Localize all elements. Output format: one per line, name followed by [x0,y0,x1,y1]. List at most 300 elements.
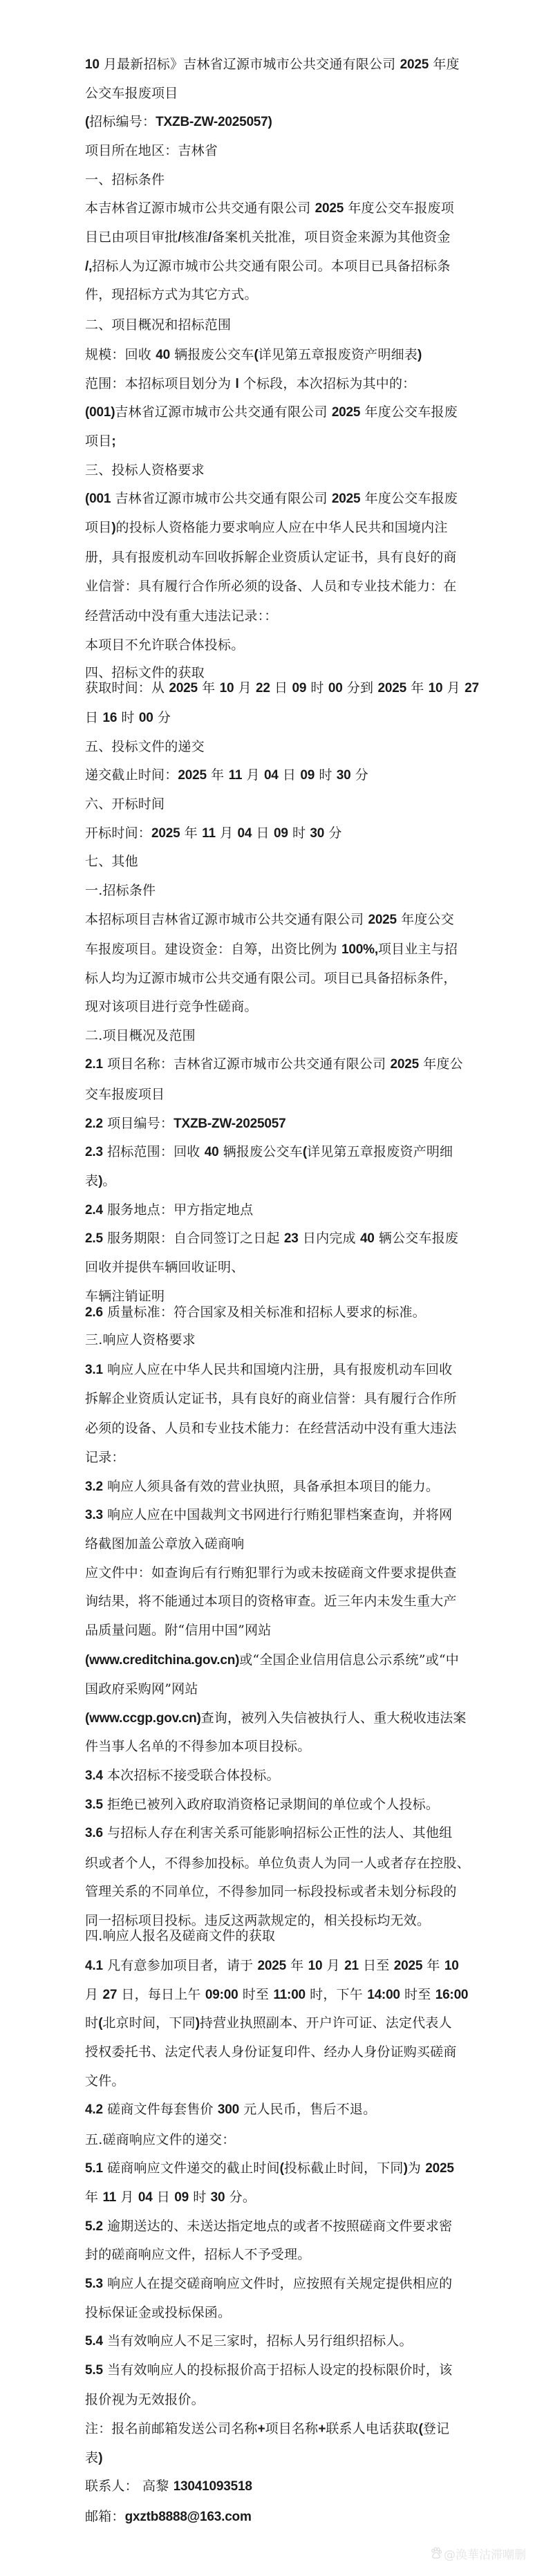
text-run: 记录： [85,1450,125,1465]
document-line [85,1329,476,1350]
latin-run: 10 [428,681,443,696]
text-run: 招标编号： [89,114,156,129]
text-run: 封的磋商响应文件，招标人不予受理。 [85,2247,311,2262]
text-run: 项目编号： [102,1116,174,1131]
text-run: 当有效响应人的投标报价高于招标人设定的投标限价时，该 [102,2362,453,2378]
document-line [85,968,476,989]
text-run: 册，具有报废机动车回收拆解企业资质认定证书，具有良好的商 [85,550,457,565]
document-line [85,1955,476,1976]
latin-run: ( [85,115,90,129]
text-run: 北京时间，下同 [102,2015,196,2031]
text-run: 辆公交车报废 [374,1231,459,1246]
document-line [85,707,476,728]
latin-run: 5.1 [85,2161,103,2176]
document-line [85,2013,476,2033]
latin-run: 14:00 [367,1988,400,2002]
latin-run: (www.ccgp.gov.cn) [85,1711,201,1726]
text-run: 查询，被列入失信被执行人、重大税收违法案 [200,1710,467,1726]
text-run: 必须的设备、人员和专业技术能力：在经营活动中没有重大违法 [85,1421,457,1436]
latin-run: 2025 [331,492,361,506]
text-run: 六、开标时间 [85,796,165,812]
text-run: 公交车报废项目 [85,86,178,101]
text-run: 二.项目概况及范围 [85,1028,196,1043]
text-run: 日 [85,710,103,725]
document-line [85,1650,476,1670]
text-run: 络截图加盖公章放入磋商响 [85,1536,245,1551]
document-line [85,2042,476,2062]
text-run: 现对该项目进行竞争性磋商。 [85,999,258,1014]
latin-run: 11 [228,768,243,783]
text-run: 项目业主与招 [377,942,458,957]
text-run: 时至 [238,1987,274,2002]
text-run: 年度 [429,57,460,72]
latin-run: ( [254,348,259,362]
document-line [85,1562,476,1583]
latin-run: (www.creditchina.gov.cn) [85,1653,240,1668]
latin-run: 11 [202,826,216,841]
latin-run: 2025 [151,826,180,841]
latin-run: 09 [292,681,307,696]
latin-run: 2025 [315,201,344,216]
latin-run: 10 [444,1959,459,1973]
text-run: 或“全国企业信用信息公示系统”或“中 [239,1652,459,1668]
text-run: 投标保证金或投标保函。 [85,2305,232,2320]
latin-run: ( [302,1145,308,1159]
text-run: 织或者个人，不得参加投标。单位负责人为同一人或者存在控股、 [85,1856,470,1871]
text-run: 三、投标人资格要求 [85,463,205,478]
text-run: 吉林省辽源市城市公共交通有限公司 [111,491,332,506]
text-run: 年度公交车报废项 [344,200,454,216]
latin-run: 5.4 [85,2334,103,2349]
document-line [85,2216,476,2237]
text-run: 联系人： 高黎 [85,2479,174,2494]
document-line [85,1822,476,1843]
latin-run: 23 [283,1231,299,1246]
latin-run: 30 [210,2190,225,2205]
text-run: 质量标准：符合国家及相关标准和招标人要求的标准。 [102,1305,426,1320]
latin-run: 04 [237,826,252,841]
document-line [85,2244,476,2265]
document-line [85,606,476,626]
text-run: 响应人须具备有效的营业执照，具备承担本项目的能力。 [102,1479,440,1494]
text-run: 报价视为无效报价。 [85,2392,205,2407]
latin-run: / [178,230,182,245]
document-line [85,576,476,597]
text-run: 磋商文件每套售价 [102,2102,218,2117]
latin-run: 04 [138,2190,153,2205]
text-run: 分。 [225,2190,256,2205]
document-line [85,2129,476,2150]
text-run: 。 [102,1173,116,1188]
text-run: 分 [350,767,368,783]
document-line [85,111,476,132]
text-run: 月 [215,825,238,841]
latin-run: 2025 [368,913,397,927]
text-run: 日 [152,2190,175,2205]
text-run: 件，现招标方式为其它方式。 [85,287,258,302]
latin-run: 3.1 [85,1363,103,1377]
latin-run: (001) [85,405,115,420]
text-run: 吉林省辽源市城市公共交通有限公司 [115,404,332,420]
text-run: 授权委托书、法定代表人身份证复印件、经办人身份证购买磋商 [85,2044,457,2060]
text-run: 服务期限：自合同签订之日起 [102,1231,284,1246]
text-run: 交车报废项目 [85,1087,165,1102]
document-line [85,2389,476,2410]
document-line [85,198,476,218]
document-line [85,1141,476,1162]
text-run: 表 [85,2450,99,2465]
text-run: 二、项目概况和招标范围 [85,317,232,333]
latin-run: 100%, [341,942,378,957]
latin-run: gxztb8888@163.com [124,2510,252,2524]
latin-run: 3.5 [85,1798,103,1812]
document-line [85,2099,476,2120]
document-line [85,1054,476,1074]
text-run: 询结果，将不能通过本项目的资格审查。近三年内未发生重大产 [85,1594,457,1609]
text-run: 车报废项目。建设资金：自筹，出资比例为 [85,942,342,957]
text-run: 注：报名前邮箱发送公司名称 [85,2421,258,2436]
document-line [85,2302,476,2323]
latin-run: 16 [102,711,118,725]
text-run: 招标范围：回收 [102,1144,205,1159]
latin-run: 2.4 [85,1203,103,1217]
text-run: 一.招标条件 [85,883,156,898]
document-line [85,1736,476,1757]
latin-run: 2025 [400,57,429,72]
latin-run: ) [417,348,422,362]
document-line [85,823,476,843]
document-line [85,1170,476,1191]
text-run: 项目所在地区：吉林省 [85,143,218,158]
latin-run: 27 [102,1988,118,2002]
text-run: 月 [234,680,256,696]
latin-run: 40 [204,1145,219,1159]
latin-run: 3.4 [85,1768,103,1783]
latin-run: 3.2 [85,1480,103,1494]
text-run: 表 [85,1173,99,1188]
text-run: 年 [285,1958,308,1973]
text-run: 目已由项目审批 [85,230,178,245]
document-line [85,488,476,509]
document-line [85,2187,476,2208]
latin-run: 4.1 [85,1959,103,1973]
latin-run: 2025 [393,1959,423,1973]
text-run: 五、投标文件的递交 [85,739,205,754]
text-run: 日 [278,767,301,783]
document-line [85,2158,476,2178]
document-line [85,2331,476,2351]
latin-run: 5.3 [85,2277,103,2291]
text-run: 本招标项目吉林省辽源市城市公共交通有限公司 [85,912,368,927]
text-run: 同一招标项目投标。违反这两款规定的，相关投标均无效。 [85,1913,431,1928]
document-line [85,880,476,901]
text-run: 时 [288,825,310,841]
document-line [85,140,476,161]
latin-run: 2025 [257,1959,286,1973]
text-run: 年 [422,1958,444,1973]
document-line [85,54,476,75]
latin-run: 30 [336,768,351,783]
text-run: 响应人在提交磋商响应文件时，应按照有关规定提供相应的 [102,2276,453,2291]
latin-run: ( [418,2422,423,2436]
document-line [85,1476,476,1497]
latin-run: 3.6 [85,1826,103,1840]
text-run: 分 [153,710,171,725]
latin-run: ) [195,2016,200,2031]
latin-run: 00 [138,711,153,725]
latin-run: 40 [359,1231,375,1246]
text-run: 年 [197,680,220,696]
latin-run: 09 [174,2190,189,2205]
latin-run: 2.3 [85,1145,103,1159]
document-line [85,83,476,104]
text-run: 响应人应在中华人民共和国境内注册，具有报废机动车回收 [102,1362,453,1377]
text-run: 件当事人名单的不得参加本项目投标。 [85,1739,311,1754]
latin-run: ( [279,2161,284,2176]
latin-run: 2025 [178,768,207,783]
document-line [85,1794,476,1815]
latin-run: l [235,377,239,391]
text-run: 项目名称 [265,2421,319,2436]
latin-run: ) [98,1174,103,1188]
latin-run: 04 [263,768,279,783]
document-line [85,1881,476,1902]
text-run: 七、其他 [85,854,138,869]
baidu-paw-icon [430,2547,442,2559]
latin-run: 2025 [169,681,198,696]
text-run: 年度公 [418,1056,463,1072]
latin-run: 2.2 [85,1117,103,1131]
text-run: 项目 [85,520,112,535]
text-run: 规模：回收 [85,347,156,362]
latin-run: 40 [156,348,170,362]
watermark-text: @涣華沽滞嘲删 [444,2548,526,2562]
document-line [85,344,476,365]
text-run: 分到 [342,680,378,696]
document-line [85,256,476,277]
text-run: 日 [270,680,292,696]
text-run: 四、招标文件的获取 [85,665,205,680]
text-run: 一、招标条件 [85,172,165,187]
text-run: 磋商响应文件递交的截止时间 [102,2160,280,2176]
latin-run: 30 [310,826,325,841]
latin-run: ) [98,2451,103,2465]
text-run: 逾期送达的、未送达指定地点的或者不按照磋商文件要求密 [102,2219,453,2234]
latin-run: 10 [85,57,100,72]
text-run: 详见第五章报废资产明细 [307,1144,453,1159]
latin-run: TXZB-ZW-2025057 [174,1117,286,1131]
text-run: 日 [252,825,274,841]
document-line [85,1302,476,1323]
document-line [85,2071,476,2091]
document-line [85,227,476,248]
document-line [85,431,476,451]
document-line [85,765,476,785]
latin-run: 00 [328,681,343,696]
latin-run: ) [403,2161,408,2176]
latin-run: 09 [300,768,315,783]
latin-run: 09:00 [205,1988,238,2002]
document-line [85,1228,476,1249]
text-run: 五.磋商响应文件的递交： [85,2132,236,2147]
latin-run: 13041093518 [173,2479,252,2494]
text-run: 递交截止时间： [85,767,178,783]
document-line [85,460,476,480]
text-run: 日，每日上午 [117,1987,205,2002]
text-run: 年 [406,680,429,696]
text-run: 文件。 [85,2073,125,2089]
latin-run: /, [85,259,93,274]
document-line [85,1504,476,1525]
latin-run: + [318,2422,326,2436]
text-run: 时至 [400,1987,435,2002]
latin-run: ) [111,521,116,535]
text-run: 分 [324,825,342,841]
text-run: 当有效响应人不足三家时，招标人另行组织招标人。 [102,2333,413,2349]
latin-run: 2025 [377,681,406,696]
text-run: 标人均为辽源市城市公共交通有限公司。项目已具备招标条件， [85,971,457,986]
latin-run: TXZB-ZW-2025057) [156,115,272,129]
text-run: 应文件中：如查询后有行贿犯罪行为或未按磋商文件要求提供查 [85,1565,457,1580]
document-line [85,315,476,335]
document-line [85,2360,476,2380]
text-run: 时 [315,767,337,783]
document-line [85,2476,476,2496]
text-run: 时 [306,680,328,696]
text-run: 时，下午 [305,1987,368,2002]
text-run: 详见第五章报废资产明细表 [258,347,418,362]
document-line [85,794,476,814]
watermark [430,2546,526,2560]
document-line [85,2273,476,2294]
document-line [85,284,476,305]
document-line [85,1591,476,1612]
text-run: 三.响应人资格要求 [85,1332,196,1347]
text-run: 登记 [422,2421,450,2436]
text-run: 日内完成 [298,1231,360,1246]
text-run: 与招标人存在利害关系可能影响招标公正性的法人、其他组 [102,1825,453,1840]
document-line [85,2506,476,2527]
text-run: 经营活动中没有重大违法记录：： [85,608,278,624]
text-run: 日至 [358,1958,394,1973]
text-run: 凡有意参加项目者，请于 [102,1958,258,1973]
document-line [85,851,476,872]
latin-run: + [257,2422,265,2436]
document-line [85,1447,476,1468]
text-run: 核准 [181,230,208,245]
text-run: 为 [407,2160,426,2176]
latin-run: 5.2 [85,2219,103,2234]
document-line [85,678,479,698]
latin-run: 2.6 [85,1305,103,1320]
text-run: 服务地点：甲方指定地点 [102,1202,254,1217]
document-line [85,1620,476,1641]
document-line [85,1359,476,1380]
latin-run: 4.2 [85,2102,103,2117]
text-run: 年度公交 [396,912,454,927]
latin-run: 09 [273,826,288,841]
text-run: 范围：本招标项目划分为 [85,376,236,391]
text-run: 月 [322,1958,345,1973]
document-line [85,909,476,930]
document-line [85,1200,476,1220]
document-line [85,635,476,655]
text-run: 项目名称：吉林省辽源市城市公共交通有限公司 [102,1056,391,1072]
latin-run: 2025 [425,2161,454,2176]
text-run: 年 [180,825,203,841]
document-line [85,169,476,190]
document-line [85,1388,476,1409]
text-run: 响应人应在中国裁判文书网进行行贿犯罪档案查询，并将网 [102,1507,453,1522]
latin-run: 22 [256,681,270,696]
text-run: 月 [442,680,465,696]
text-run: 月 [242,767,264,783]
text-run: 的投标人资格能力要求响应人应在中华人民共和国境内注 [115,520,448,535]
text-run: 持营业执照副本、开户许可证、法定代表人 [199,2015,452,2031]
latin-run: 3.3 [85,1508,103,1522]
text-run: 月 [85,1987,103,2002]
document-line [85,736,476,757]
text-run: 投标截止时间，下同 [283,2160,404,2176]
latin-run: ; [111,434,116,449]
latin-run: 16:00 [435,1988,469,2002]
latin-run: 300 [217,2102,240,2117]
text-run: 年 [206,767,229,783]
document-line [85,1853,476,1874]
text-run: 辆报废公交车 [169,347,254,362]
latin-run: 2025 [331,405,361,420]
text-run: 拆解企业资质认定证书，具有良好的商业信誉：具有履行合作所 [85,1391,457,1406]
document-line [85,547,476,568]
text-run: 四.响应人报名及磋商文件的获取 [85,1928,276,1943]
latin-run: (001 [85,492,111,506]
text-run: 辆报废公交车 [218,1144,303,1159]
latin-run: 2025 [390,1057,419,1072]
text-run: 月 [116,2190,138,2205]
text-run: 回收并提供车辆回收证明、 [85,1260,245,1275]
document-line [85,1025,476,1046]
latin-run: 11 [102,2190,117,2205]
latin-run: 2.1 [85,1057,103,1072]
document-line [85,402,476,422]
document-line [85,1679,476,1699]
text-run: 本次招标不接受联合体投标。 [102,1768,280,1783]
text-run: 品质量问题。附“信用中国”网站 [85,1623,272,1638]
text-run: 本项目不允许联合体投标。 [85,637,245,653]
document-line [85,1925,476,1946]
document-line [85,939,476,960]
text-run: 时 [117,710,139,725]
text-run: 国政府采购网”网站 [85,1681,198,1697]
document-line [85,1418,476,1439]
document-line [85,373,476,394]
latin-run: 21 [344,1959,359,1973]
latin-run: ( [98,2016,103,2031]
text-run: 邮箱： [85,2509,125,2524]
latin-run: / [207,230,212,245]
latin-run: 10 [308,1959,323,1973]
text-run: 业信誉：具有履行合作所必须的设备、人员和专业技术能力：在 [85,579,457,594]
text-run: 年度公交车报废 [360,404,458,420]
latin-run: 11:00 [273,1988,306,2002]
text-run: 年度公交车报废 [360,491,458,506]
text-run: 月最新招标》吉林省辽源市城市公共交通有限公司 [99,57,400,72]
latin-run: 10 [219,681,234,696]
document-line [85,2418,476,2439]
text-run: 获取时间：从 [85,680,169,696]
document-line [85,1257,476,1278]
text-run: 个标段，本次招标为其中的： [238,376,416,391]
